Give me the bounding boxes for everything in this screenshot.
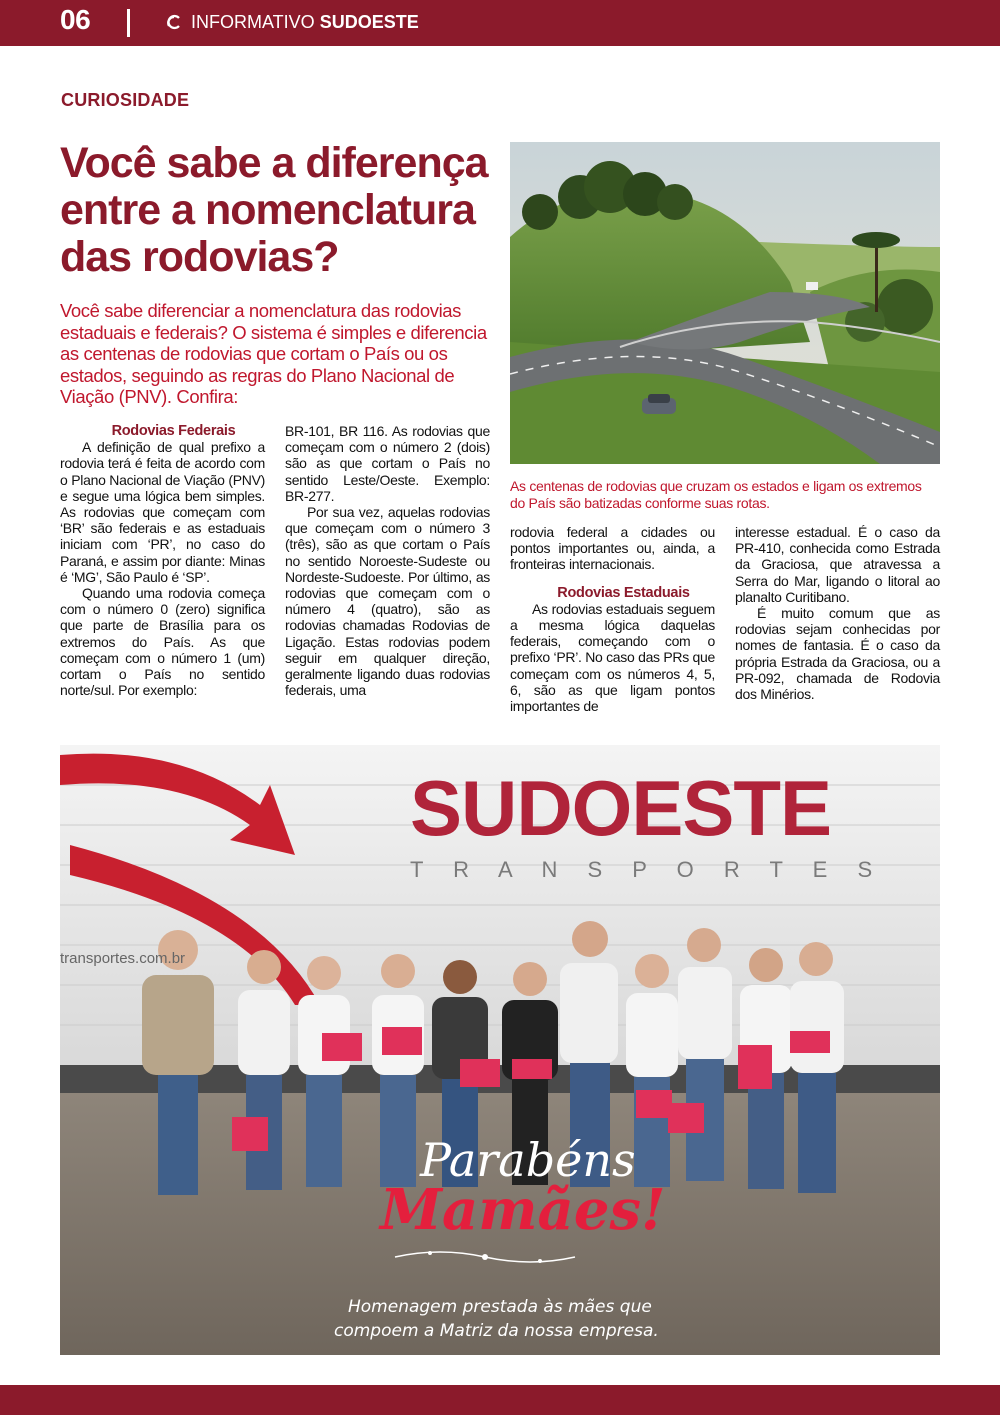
paragraph: Quando uma rodovia começa com o número 0 (zero) significa que parte de Brasília para os extremos do País. As que começam com o número 1 (um) cortam o País no sentido norte/sul. Por exemplo: [60,585,265,699]
page-footer [0,1385,1000,1415]
paragraph: É muito comum que as rodovias sejam conhecidas por nomes de fantasia. É o caso da própria Estrada da Graciosa, ou a PR-092, chamada de Rodovia dos Minérios. [735,605,940,703]
paragraph: A definição de qual prefixo a rodovia terá é feita de acordo com o Plano Nacional de Viação (PNV) e segue uma lógica bem simples. As rodovias que começam com ‘BR’ são federais e as estaduais iniciam com ‘PR’, no caso do Paraná, e assim por diante: Minas é ‘MG’, São Paulo é ‘SP’. [60,439,265,585]
section-label: CURIOSIDADE [61,90,190,110]
photo-caption-line1: Homenagem prestada às mães que [348,1297,652,1317]
article-column-4 [735,524,940,702]
paragraph: As rodovias estaduais seguem a mesma lógica daquelas federais, começando com o prefixo ‘PR’. No caso das PRs que começam com os números 4, 5, 6, são as que ligam pontos importantes de [510,600,715,715]
highway-photo-caption: As centenas de rodovias que cruzam os estados e ligam os extremos do País são batizadas conforme suas rotas. [510,478,922,511]
highway-photo [510,142,940,464]
greeting-title-line1: Parabéns [420,1133,636,1187]
subhead-rodovias-federais: Rodovias Federais [111,423,236,439]
sudoeste-logo-icon [166,12,187,32]
brand-name: SUDOESTE [319,12,419,32]
truck-subbrand-text: T R A N S P O R T E S [410,857,885,882]
header-brand [166,12,419,33]
greeting-title-line2: Mamães! [380,1177,666,1243]
article-column-3 [510,524,715,714]
header-divider [127,9,130,37]
paragraph: interesse estadual. É o caso da PR-410, conhecida como Estrada da Graciosa, que atravessa a Serra do Mar, ligando o litoral ao planalto Curitibano. [735,524,940,605]
ornament-icon [390,1247,580,1267]
page-number: 06 [60,4,91,35]
group-photo [60,745,940,1355]
article-headline: Você sabe a diferença entre a nomenclatura das rodovias? [60,139,488,281]
page-header [0,0,1000,46]
subhead-rodovias-estaduais: Rodovias Estaduais [557,584,690,601]
paragraph: BR-101, BR 116. As rodovias que começam com o número 2 (dois) são as que cortam o País no sentido Leste/Oeste. Exemplo: BR-277. [285,423,490,504]
truck-url-text: transportes.com.br [60,950,186,967]
article-column-2 [285,423,490,698]
paragraph: rodovia federal a cidades ou pontos importantes ou, ainda, a fronteiras internacionais. [510,524,715,573]
paragraph: Por sua vez, aquelas rodovias que começam com o número 3 (três), são as que cortam o País no sentido Noroeste-Sudeste ou Nordeste-Sudoeste. Por último, as rodovias que começam com o número 4 (quatro), são as rodovias chamadas Rodovias de Ligação. Estas rodovias podem seguir em qualquer direção, geralmente ligando duas rodovias federais, uma [285,504,490,699]
truck-brand-text: SUDOESTE [410,764,832,852]
article-column-1 [60,423,265,698]
photo-caption-line2: compoem a Matriz da nossa empresa. [334,1321,659,1341]
article-intro: Você sabe diferenciar a nomenclatura das rodovias estaduais e federais? O sistema é simples e diferencia as centenas de rodovias que cortam o País ou os estados, seguindo as regras do Plano Nacional de Viação (PNV). Confira: [60,300,487,407]
brand-prefix: INFORMATIVO [191,12,315,32]
